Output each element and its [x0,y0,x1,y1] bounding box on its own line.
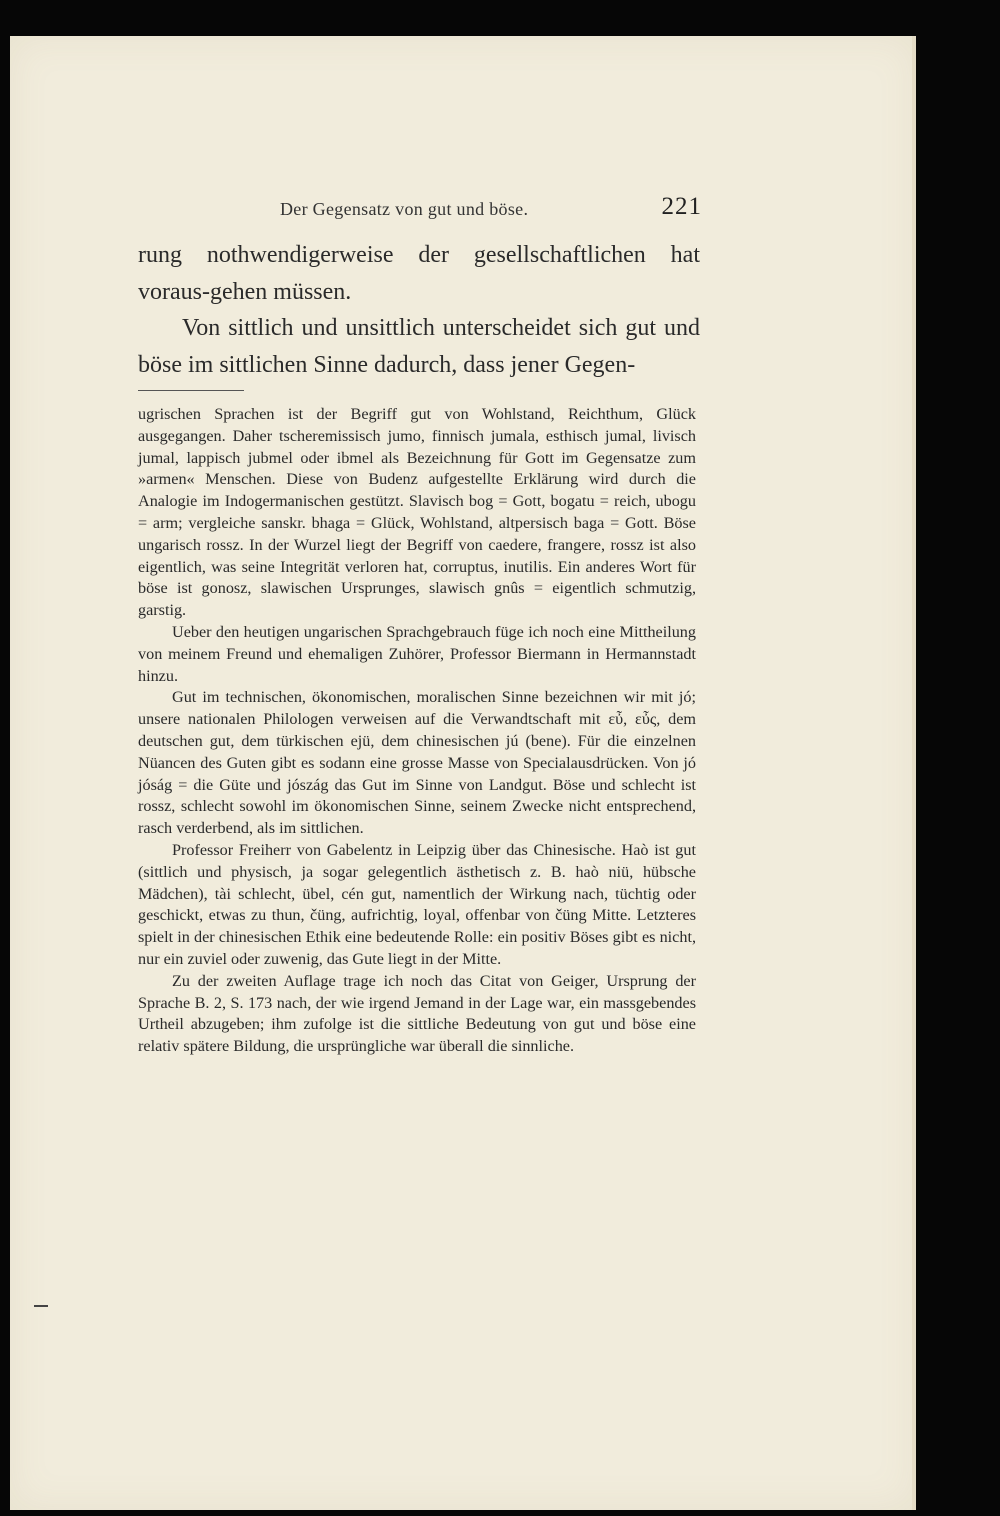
margin-mark [34,1305,48,1307]
footnote-paragraph: Ueber den heutigen ungarischen Sprachgebrauch füge ich noch eine Mittheilung von meinem Freund und ehemaligen Zuhörer, Professor Biermann in Hermannstadt hinzu. [138,622,696,685]
footnote [138,404,696,1058]
footnote-divider [138,390,244,391]
footnote-paragraph: ugrischen Sprachen ist der Begriff gut von Wohlstand, Reichthum, Glück ausgegangen. Daher tscheremissisch jumo, finnisch jumala, esthisch jumal, livisch jumal, lappisch jubmel oder ibmel als Bezeichnung für Gott im Gegensatze zum »armen« Menschen. Diese von Budenz aufgestellte Erklärung wird durch die Analogie im Indogermanischen gestützt. Slavisch bog = Gott, bogatu = reich, ubogu = arm; vergleiche sanskr. bhaga = Glück, Wohlstand, altpersisch baga = Gott. Böse ungarisch rossz. In der Wurzel liegt der Begriff von caedere, frangere, rossz ist also eigentlich, was seine Integrität verloren hat, corruptus, inutilis. Ein anderes Wort für böse ist gonosz, slawischen Ursprunges, slawisch gnûs = eigentlich schmutzig, garstig. [138,405,696,620]
main-paragraph: Von sittlich und unsittlich unterscheidet sich gut und böse im sittlichen Sinne dadurch, dass jener Gegen- [138,315,700,378]
page-number: 221 [661,193,702,220]
main-paragraph: rung nothwendigerweise der gesellschaftlichen hat voraus-gehen müssen. [138,242,700,305]
page-header [138,195,710,225]
footnote-paragraph: Zu der zweiten Auflage trage ich noch das Citat von Geiger, Ursprung der Sprache B. 2, S. 173 nach, der wie irgend Jemand in der Lage war, ein massgebendes Urtheil abzugeben; ihm zufolge ist die sittliche Bedeutung von gut und böse eine relativ spätere Bildung, die ursprüngliche war überall die sinnliche. [138,971,696,1056]
running-title: Der Gegensatz von gut und böse. [280,199,529,219]
footnote-paragraph: Professor Freiherr von Gabelentz in Leipzig über das Chinesische. Haò ist gut (sittlich und physisch, ja sogar gelegentlich ästhetisch z. B. haò niü, hübsche Mädchen), tài schlecht, übel, cén gut, namentlich der Wirkung nach, tüchtig oder geschickt, etwas zu thun, čüng, aufrichtig, loyal, offenbar von čüng Mitte. Letzteres spielt in der chinesischen Ethik eine bedeutende Rolle: ein positiv Böses gibt es nicht, nur ein zuviel oder zuwenig, das Gute liegt in der Mitte. [138,840,696,968]
main-text [138,237,700,383]
page-edge [912,36,916,1510]
footnote-paragraph: Gut im technischen, ökonomischen, moralischen Sinne bezeichnen wir mit jó; unsere nationalen Philologen verweisen auf die Verwandtschaft mit εὖ, εὖς, dem deutschen gut, dem türkischen ejü, dem chinesischen jú (bene). Für die einzelnen Nüancen des Guten gibt es sodann eine grosse Masse von Specialausdrücken. Von jó jóság = die Güte und jószág das Gut im Sinne von Landgut. Böse und schlecht ist rossz, schlecht sowohl im ökonomischen Sinne, seinem Zwecke nicht entsprechend, rasch verderbend, als im sittlichen. [138,688,696,838]
